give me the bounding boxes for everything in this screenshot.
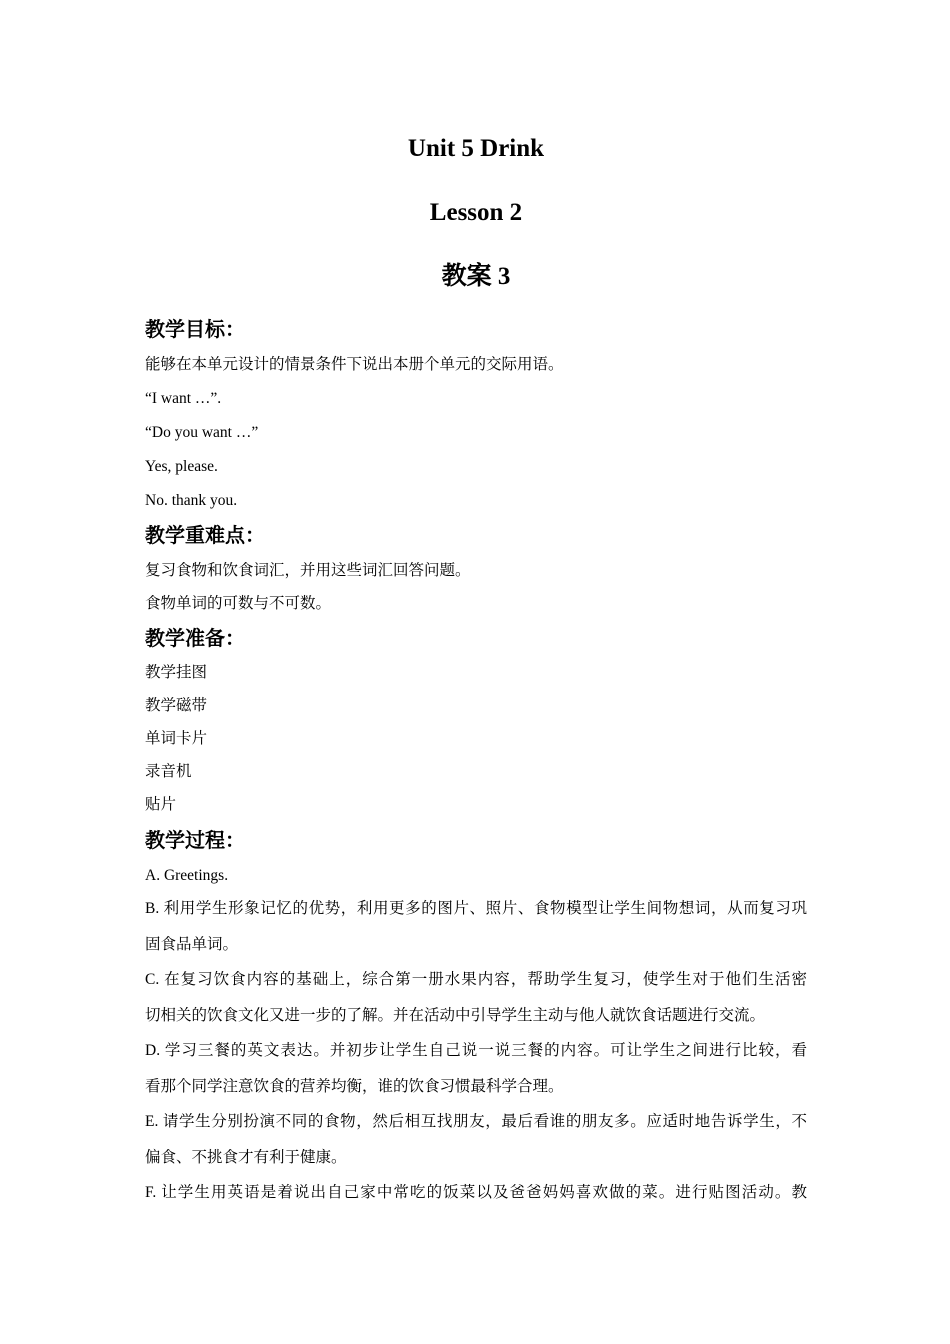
objective-line: Yes, please. [145, 458, 218, 475]
objectives-heading: 教学目标： [145, 317, 245, 341]
preparation-item: 录音机 [145, 763, 192, 780]
preparation-item: 教学磁带 [145, 697, 208, 714]
process-step [145, 1104, 807, 1175]
objective-line: No. thank you. [145, 492, 238, 509]
preparation-item: 教学挂图 [145, 664, 208, 681]
preparation-item: 单词卡片 [145, 730, 208, 747]
process-step-rest: 切相关的饮食文化又进一步的了解。并在活动中引导学生主动与他人就饮食话题进行交流。 [145, 1006, 766, 1024]
process-step-first-line: F. 让学生用英语是着说出自己家中常吃的饭菜以及爸爸妈妈喜欢做的菜。进行贴图活动。教 [145, 1184, 807, 1201]
process-step [145, 962, 807, 1033]
process-step-first-line: C. 在复习饮食内容的基础上，综合第一册水果内容，帮助学生复习，使学生对于他们生活密 [145, 971, 807, 988]
process-heading: 教学过程： [145, 828, 245, 852]
process-step-first-line: D. 学习三餐的英文表达。并初步让学生自己说一说三餐的内容。可让学生之间进行比较，看 [145, 1042, 807, 1059]
preparation-item: 贴片 [145, 796, 177, 813]
process-step-rest: 固食品单词。 [145, 935, 239, 953]
preparation-heading: 教学准备： [145, 626, 245, 650]
process-step-rest: 偏食、不挑食才有利于健康。 [145, 1148, 347, 1166]
process-step-rest: 看那个同学注意饮食的营养均衡，谁的饮食习惯最科学合理。 [145, 1077, 564, 1095]
objective-line: 能够在本单元设计的情景条件下说出本册个单元的交际用语。 [145, 356, 564, 373]
process-step-first-line: E. 请学生分别扮演不同的食物，然后相互找朋友，最后看谁的朋友多。应适时地告诉学生，不 [145, 1113, 807, 1130]
key-point-line: 食物单词的可数与不可数。 [145, 595, 332, 612]
process-step-a: A. Greetings. [145, 867, 229, 884]
process-step [145, 1175, 807, 1211]
objective-line: “I want …”. [145, 390, 222, 407]
key-points-heading: 教学重难点： [145, 523, 265, 547]
process-step [145, 1033, 807, 1104]
unit-title: Unit 5 Drink [407, 135, 545, 162]
key-point-line: 复习食物和饮食词汇，并用这些词汇回答问题。 [145, 562, 471, 579]
objective-line: “Do you want …” [145, 424, 259, 441]
plan-title: 教案 3 [441, 263, 511, 290]
lesson-title: Lesson 2 [429, 199, 523, 226]
process-step [145, 891, 807, 962]
process-step-first-line: B. 利用学生形象记忆的优势，利用更多的图片、照片、食物模型让学生间物想词，从而复习巩 [145, 900, 807, 917]
